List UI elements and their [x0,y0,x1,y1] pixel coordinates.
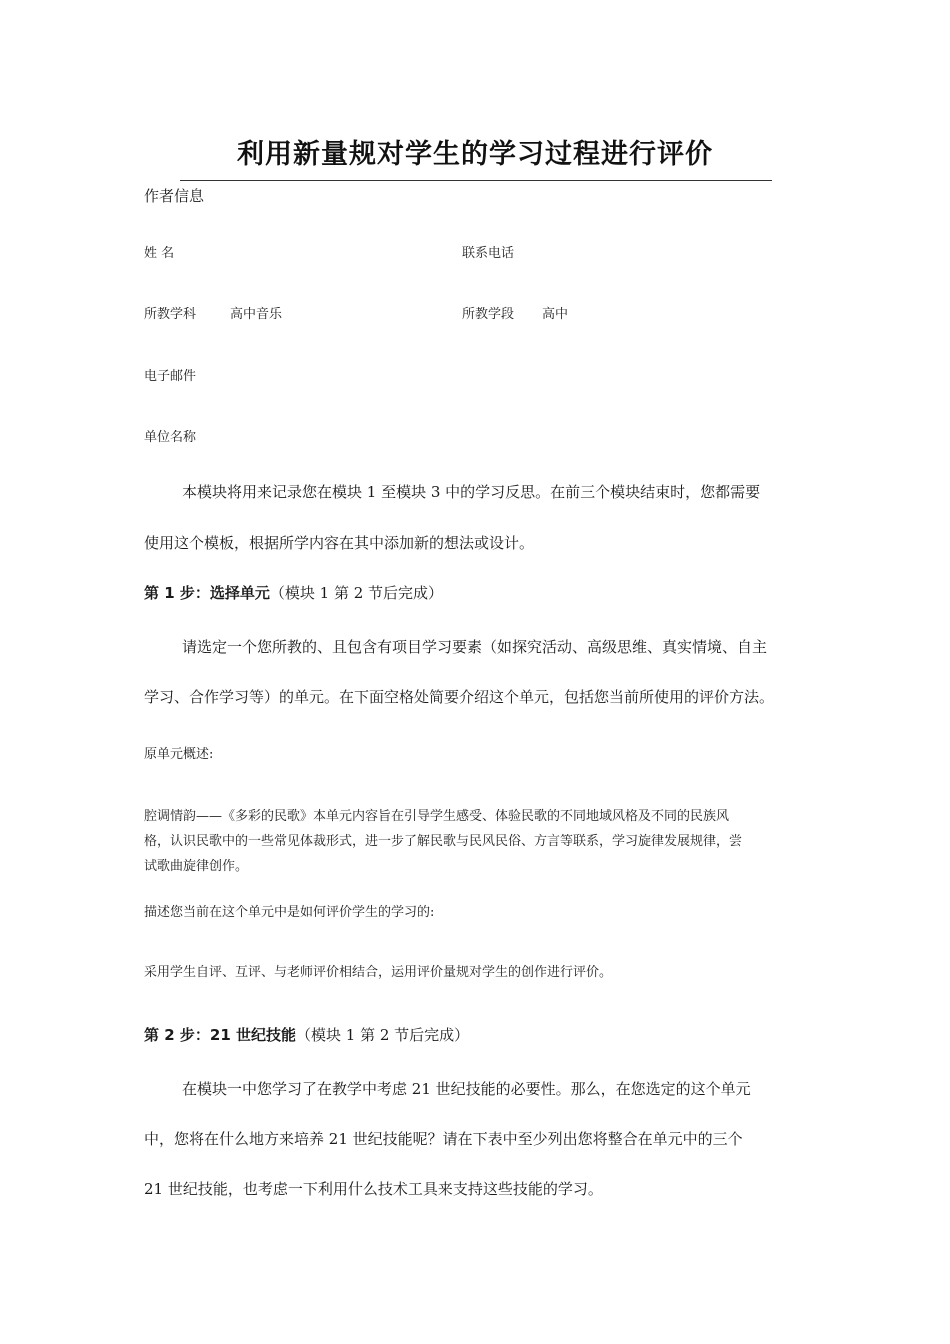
step1-heading [144,582,443,603]
step1-heading-text: 第 1 步：选择单元 [144,584,270,602]
step2-note: （模块 1 第 2 节后完成） [295,1026,470,1044]
name-label: 姓 名 [144,246,175,261]
overview-line-1: 腔调情韵——《多彩的民歌》本单元内容旨在引导学生感受、体验民歌的不同地域风格及不同的民族风 [144,809,730,824]
title-divider [180,180,772,181]
phone-label: 联系电话 [462,246,515,261]
subject-value: 高中音乐 [230,307,283,322]
overview-line-2: 格，认识民歌中的一些常见体裁形式，进一步了解民歌与民风民俗、方言等联系，学习旋律发展规律，尝 [144,834,743,849]
step1-para-line-2: 学习、合作学习等）的单元。在下面空格处简要介绍这个单元，包括您当前所使用的评价方法。 [144,688,775,706]
step2-para-line-3: 21 世纪技能，也考虑一下利用什么技术工具来支持这些技能的学习。 [144,1180,603,1198]
step1-para-line-1: 请选定一个您所教的、且包含有项目学习要素（如探究活动、高级思维、真实情境、自主 [182,638,768,656]
grade-value: 高中 [542,307,569,322]
intro-line-2: 使用这个模板，根据所学内容在其中添加新的想法或设计。 [144,534,535,552]
step2-para-line-2: 中，您将在什么地方来培养 21 世纪技能呢？请在下表中至少列出您将整合在单元中的三个 [144,1130,743,1148]
overview-line-3: 试歌曲旋律创作。 [144,859,249,874]
overview-label: 原单元概述: [144,747,214,762]
assess-text: 采用学生自评、互评、与老师评价相结合，运用评价量规对学生的创作进行评价。 [144,965,613,980]
unit-label: 单位名称 [144,430,197,445]
author-info-header: 作者信息 [144,187,205,205]
intro-line-1: 本模块将用来记录您在模块 1 至模块 3 中的学习反思。在前三个模块结束时，您都需要 [182,483,761,501]
step2-heading-text: 第 2 步：21 世纪技能 [144,1026,296,1044]
page-title: 利用新量规对学生的学习过程进行评价 [237,139,713,170]
step2-heading [144,1024,469,1045]
step1-note: （模块 1 第 2 节后完成） [269,584,444,602]
subject-label: 所教学科 [144,307,197,322]
step2-para-line-1: 在模块一中您学习了在教学中考虑 21 世纪技能的必要性。那么，在您选定的这个单元 [182,1080,751,1098]
assess-label: 描述您当前在这个单元中是如何评价学生的学习的: [144,905,435,920]
grade-label: 所教学段 [462,307,515,322]
email-label: 电子邮件 [144,369,197,384]
